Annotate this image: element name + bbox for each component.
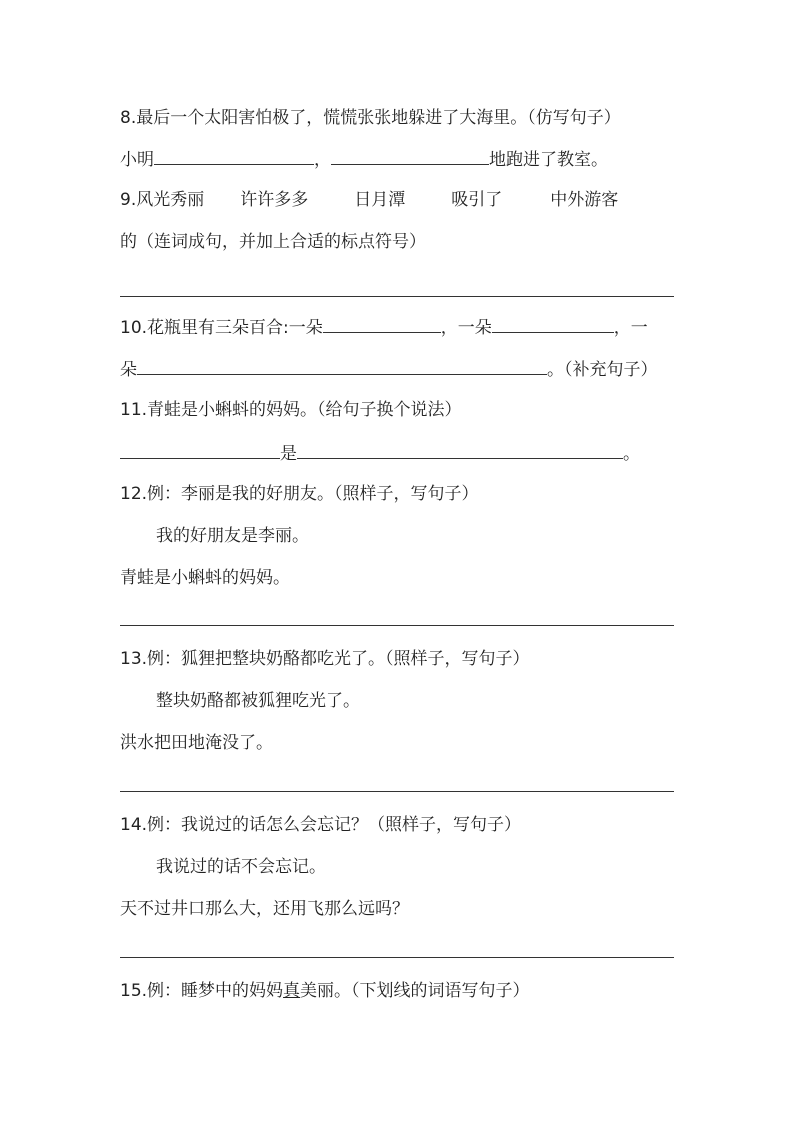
q9-instruction: 的（连词成句，并加上合适的标点符号） (120, 232, 426, 252)
q9-word-1: 9.风光秀丽 (120, 190, 205, 210)
q13-example: 整块奶酪都被狐狸吃光了。 (156, 691, 360, 711)
q10-blank-3[interactable] (137, 356, 547, 375)
q12-prompt: 12.例：李丽是我的好朋友。（照样子，写句子） (120, 484, 479, 504)
q10-mid: ，一朵 (440, 318, 492, 338)
q14-example: 我说过的话不会忘记。 (156, 857, 326, 877)
q13-prompt: 13.例：狐狸把整块奶酪都吃光了。（照样子，写句子） (120, 649, 530, 669)
q10-blank-1[interactable] (323, 314, 441, 333)
q14-answer-line[interactable] (120, 957, 674, 958)
q8-comma: ， (314, 150, 331, 170)
q8-answer-line (120, 146, 608, 172)
q10-line2-end: 。（补充句子） (547, 360, 658, 380)
q11-blank-2[interactable] (297, 440, 623, 459)
q12-example: 我的好朋友是李丽。 (156, 526, 309, 546)
q9-word-4: 吸引了 (451, 190, 503, 210)
q9-words (120, 188, 618, 212)
q11-blank-1[interactable] (120, 440, 280, 459)
q10-end-first: ，一 (613, 318, 648, 338)
q8-blank-2[interactable] (331, 146, 489, 165)
q15-prompt-a: 15.例：睡梦中的妈妈 (120, 981, 284, 1001)
q10-blank-2[interactable] (492, 314, 614, 333)
q13-answer-line[interactable] (120, 791, 674, 792)
q10-line-1 (120, 314, 648, 340)
q12-task: 青蛙是小蝌蚪的妈妈。 (120, 568, 290, 588)
q11-period: 。 (623, 444, 640, 464)
q9-word-2: 许许多多 (240, 190, 309, 210)
q8-line-start: 小明 (120, 150, 154, 170)
q11-answer-line (120, 440, 640, 466)
q14-prompt: 14.例：我说过的话怎么会忘记？（照样子，写句子） (120, 815, 522, 835)
q10-line-2 (120, 356, 658, 382)
q8-blank-1[interactable] (154, 146, 314, 165)
q14-task: 天不过井口那么大，还用飞那么远吗？ (120, 899, 409, 919)
q10-line2-start: 朵 (120, 360, 137, 380)
q12-answer-line[interactable] (120, 625, 674, 626)
q15-prompt (120, 979, 530, 1003)
q15-underlined-word: 真 (283, 981, 301, 1001)
q11-prompt: 11.青蛙是小蝌蚪的妈妈。（给句子换个说法） (120, 400, 462, 420)
q9-answer-line[interactable] (120, 296, 674, 297)
q8-line-end: 地跑进了教室。 (489, 150, 608, 170)
q9-word-3: 日月潭 (354, 190, 406, 210)
q15-prompt-b: 美丽。（下划线的词语写句子） (300, 981, 530, 1001)
q9-word-5: 中外游客 (550, 190, 619, 210)
q8-prompt: 8.最后一个太阳害怕极了，慌慌张张地躲进了大海里。（仿写句子） (120, 108, 621, 128)
q10-start: 10.花瓶里有三朵百合:一朵 (120, 318, 323, 338)
q13-task: 洪水把田地淹没了。 (120, 733, 273, 753)
q11-is: 是 (280, 444, 297, 464)
